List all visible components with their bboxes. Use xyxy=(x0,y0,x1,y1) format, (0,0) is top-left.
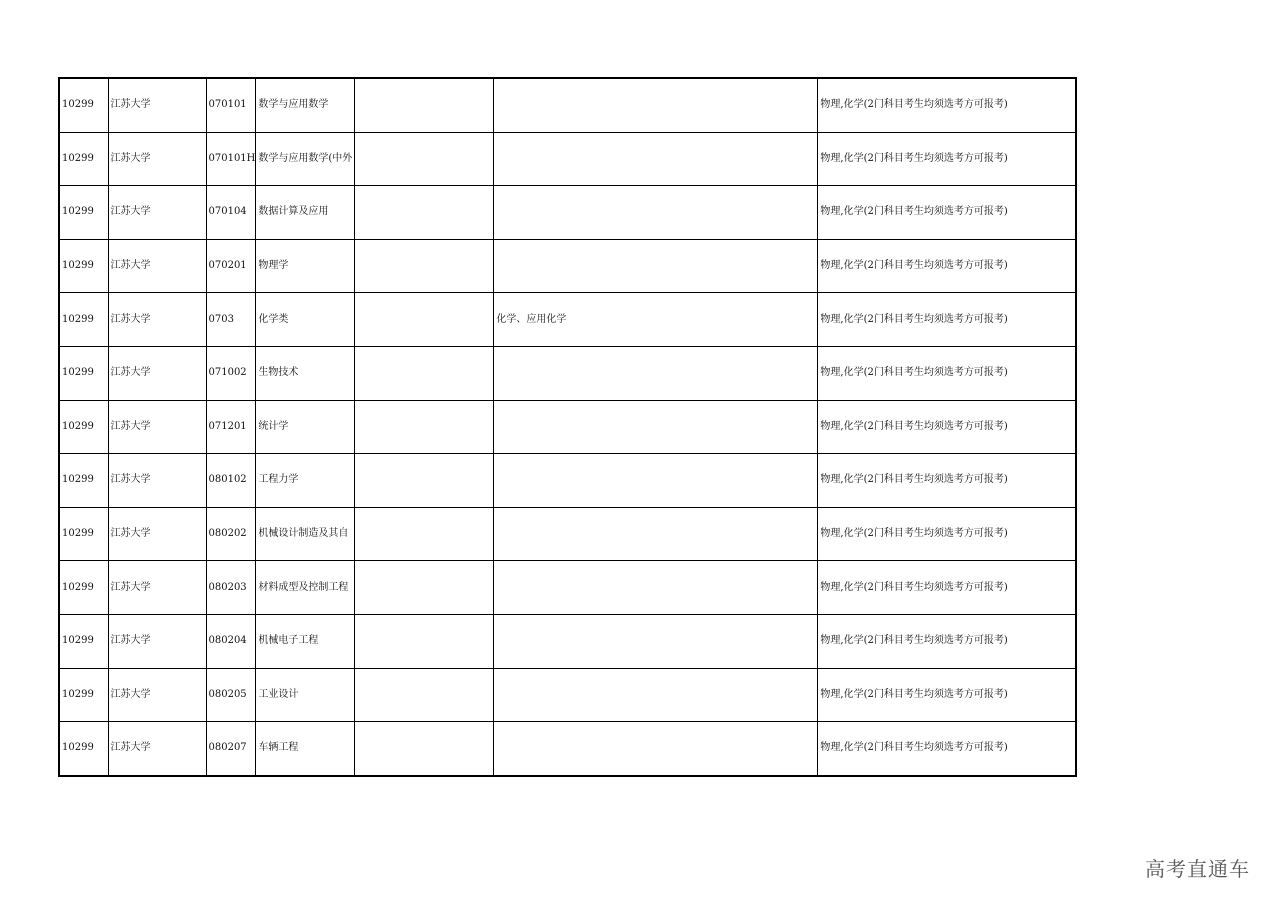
subject-requirement-cell: 物理,化学(2门科目考生均须选考方可报考) xyxy=(818,346,1076,400)
subject-requirement-cell: 物理,化学(2门科目考生均须选考方可报考) xyxy=(818,507,1076,561)
subject-requirement-cell: 物理,化学(2门科目考生均须选考方可报考) xyxy=(818,293,1076,347)
school-code-cell: 10299 xyxy=(59,454,108,508)
included-majors-cell xyxy=(494,722,818,776)
note-cell xyxy=(355,132,494,186)
school-name-cell: 江苏大学 xyxy=(108,454,206,508)
school-code-cell: 10299 xyxy=(59,186,108,240)
school-code-cell: 10299 xyxy=(59,239,108,293)
school-code-cell: 10299 xyxy=(59,614,108,668)
major-name-cell: 物理学 xyxy=(256,239,355,293)
school-code-cell: 10299 xyxy=(59,668,108,722)
school-code-cell: 10299 xyxy=(59,507,108,561)
subject-requirement-cell: 物理,化学(2门科目考生均须选考方可报考) xyxy=(818,668,1076,722)
school-name-cell: 江苏大学 xyxy=(108,132,206,186)
major-code-cell: 070101 xyxy=(206,78,256,132)
table-row xyxy=(59,346,1076,400)
included-majors-cell xyxy=(494,186,818,240)
school-name-cell: 江苏大学 xyxy=(108,400,206,454)
school-code-cell: 10299 xyxy=(59,722,108,776)
included-majors-cell xyxy=(494,614,818,668)
included-majors-cell xyxy=(494,132,818,186)
included-majors-cell xyxy=(494,239,818,293)
note-cell xyxy=(355,507,494,561)
table-row xyxy=(59,186,1076,240)
major-code-cell: 071201 xyxy=(206,400,256,454)
note-cell xyxy=(355,454,494,508)
school-name-cell: 江苏大学 xyxy=(108,186,206,240)
table-row xyxy=(59,668,1076,722)
school-name-cell: 江苏大学 xyxy=(108,668,206,722)
subject-requirement-cell: 物理,化学(2门科目考生均须选考方可报考) xyxy=(818,561,1076,615)
table-row xyxy=(59,132,1076,186)
major-name-cell: 机械设计制造及其自 xyxy=(256,507,355,561)
major-code-cell: 080205 xyxy=(206,668,256,722)
note-cell xyxy=(355,239,494,293)
note-cell xyxy=(355,722,494,776)
subject-requirement-cell: 物理,化学(2门科目考生均须选考方可报考) xyxy=(818,722,1076,776)
subject-requirement-cell: 物理,化学(2门科目考生均须选考方可报考) xyxy=(818,454,1076,508)
school-code-cell: 10299 xyxy=(59,293,108,347)
major-name-cell: 生物技术 xyxy=(256,346,355,400)
major-code-cell: 080207 xyxy=(206,722,256,776)
school-name-cell: 江苏大学 xyxy=(108,346,206,400)
major-name-cell: 机械电子工程 xyxy=(256,614,355,668)
watermark-logo-text: 高考直通车 xyxy=(1145,857,1250,881)
subject-requirement-cell: 物理,化学(2门科目考生均须选考方可报考) xyxy=(818,78,1076,132)
included-majors-cell xyxy=(494,454,818,508)
subject-requirement-cell: 物理,化学(2门科目考生均须选考方可报考) xyxy=(818,186,1076,240)
school-name-cell: 江苏大学 xyxy=(108,78,206,132)
major-name-cell: 数学与应用数学 xyxy=(256,78,355,132)
table-row xyxy=(59,293,1076,347)
major-name-cell: 工业设计 xyxy=(256,668,355,722)
table-row xyxy=(59,507,1076,561)
subject-requirement-cell: 物理,化学(2门科目考生均须选考方可报考) xyxy=(818,132,1076,186)
note-cell xyxy=(355,293,494,347)
table-row xyxy=(59,561,1076,615)
note-cell xyxy=(355,78,494,132)
subject-requirement-cell: 物理,化学(2门科目考生均须选考方可报考) xyxy=(818,400,1076,454)
table-row xyxy=(59,614,1076,668)
school-name-cell: 江苏大学 xyxy=(108,614,206,668)
major-code-cell: 071002 xyxy=(206,346,256,400)
major-code-cell: 070104 xyxy=(206,186,256,240)
note-cell xyxy=(355,561,494,615)
major-code-cell: 080203 xyxy=(206,561,256,615)
note-cell xyxy=(355,614,494,668)
school-code-cell: 10299 xyxy=(59,346,108,400)
school-name-cell: 江苏大学 xyxy=(108,293,206,347)
table-row xyxy=(59,78,1076,132)
school-name-cell: 江苏大学 xyxy=(108,561,206,615)
note-cell xyxy=(355,400,494,454)
major-name-cell: 统计学 xyxy=(256,400,355,454)
major-code-cell: 080102 xyxy=(206,454,256,508)
included-majors-cell xyxy=(494,561,818,615)
note-cell xyxy=(355,186,494,240)
major-code-cell: 070201 xyxy=(206,239,256,293)
subject-requirement-cell: 物理,化学(2门科目考生均须选考方可报考) xyxy=(818,239,1076,293)
included-majors-cell xyxy=(494,78,818,132)
major-code-cell: 070101H xyxy=(206,132,256,186)
table-row xyxy=(59,400,1076,454)
included-majors-cell xyxy=(494,400,818,454)
major-name-cell: 车辆工程 xyxy=(256,722,355,776)
table-row xyxy=(59,722,1076,776)
subject-requirement-cell: 物理,化学(2门科目考生均须选考方可报考) xyxy=(818,614,1076,668)
major-code-cell: 080204 xyxy=(206,614,256,668)
table-row xyxy=(59,239,1076,293)
school-code-cell: 10299 xyxy=(59,400,108,454)
major-name-cell: 数据计算及应用 xyxy=(256,186,355,240)
included-majors-cell xyxy=(494,668,818,722)
table-body xyxy=(59,78,1076,776)
note-cell xyxy=(355,346,494,400)
school-name-cell: 江苏大学 xyxy=(108,722,206,776)
included-majors-cell: 化学、应用化学 xyxy=(494,293,818,347)
major-name-cell: 数学与应用数学(中外 xyxy=(256,132,355,186)
major-code-cell: 0703 xyxy=(206,293,256,347)
school-code-cell: 10299 xyxy=(59,561,108,615)
school-code-cell: 10299 xyxy=(59,132,108,186)
major-name-cell: 工程力学 xyxy=(256,454,355,508)
school-name-cell: 江苏大学 xyxy=(108,507,206,561)
included-majors-cell xyxy=(494,346,818,400)
major-code-cell: 080202 xyxy=(206,507,256,561)
school-code-cell: 10299 xyxy=(59,78,108,132)
table-row xyxy=(59,454,1076,508)
note-cell xyxy=(355,668,494,722)
subject-requirements-table xyxy=(58,77,1077,777)
school-name-cell: 江苏大学 xyxy=(108,239,206,293)
major-name-cell: 材料成型及控制工程 xyxy=(256,561,355,615)
major-name-cell: 化学类 xyxy=(256,293,355,347)
included-majors-cell xyxy=(494,507,818,561)
